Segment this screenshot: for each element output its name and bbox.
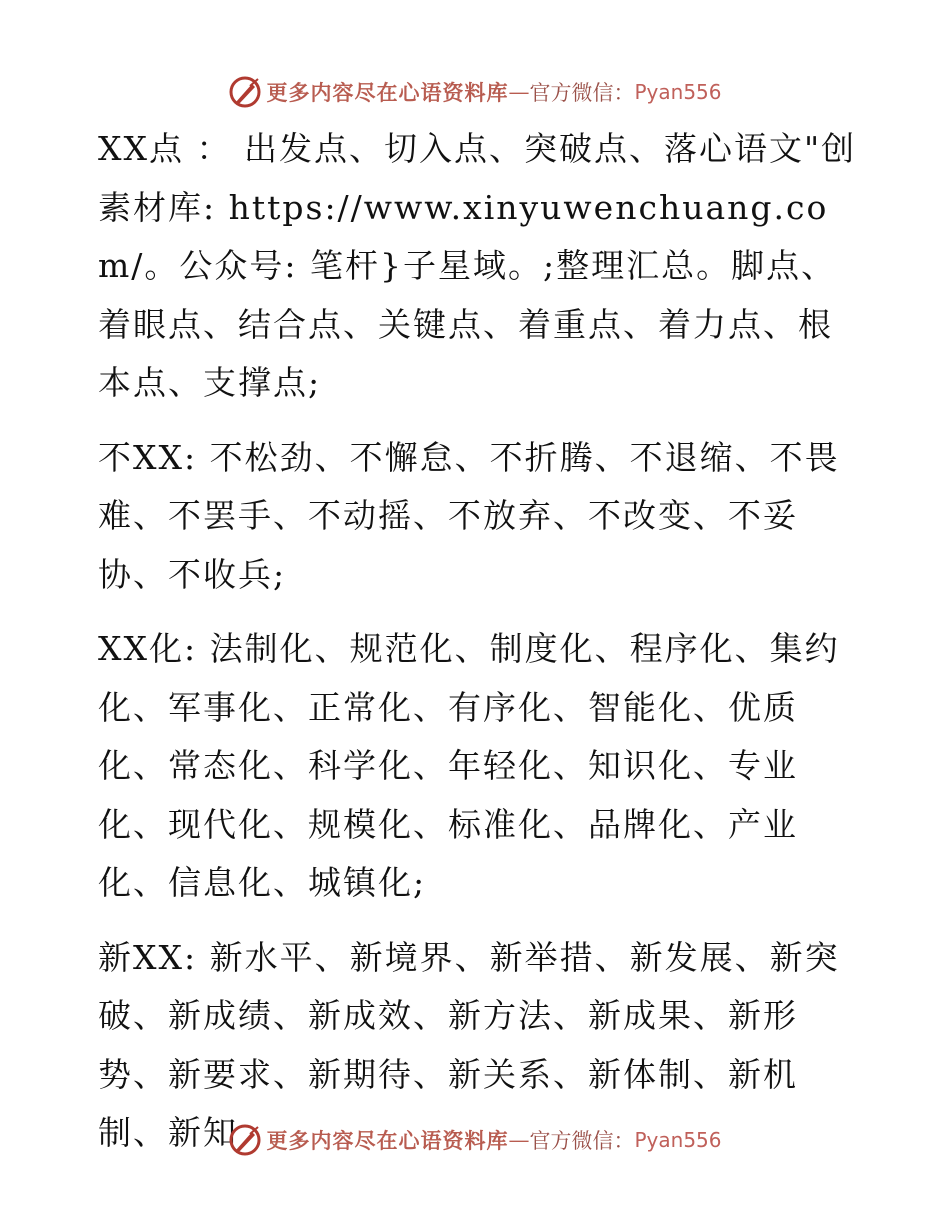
official-label: 官方微信： [529,81,635,105]
quill-pen-icon [228,75,262,109]
paragraph-xx-dian: XX点 ： 出发点、切入点、突破点、落心语文"创素材库: https://www.xinyuwenchuang.com/。公众号: 笔杆}子星域。;整理汇总。脚点、着眼点、结合点、关键点、着重点、着力点、根本点、支撑点; [98,129,857,402]
paragraph-xin-xx: 新XX: 新水平、新境界、新举措、新发展、新突破、新成绩、新成效、新方法、新成果、新形势、新要求、新期待、新关系、新体制、新机制、新知 [98,937,840,1152]
separator-dash: — [508,80,530,104]
brand-text: 更多内容尽在心语资料库 [266,80,509,105]
wechat-id: Pyan556 [634,1128,722,1152]
footer-watermark [0,1120,950,1160]
official-label: 官方微信： [529,1129,635,1153]
paragraph-bu-xx: 不XX: 不松劲、不懈怠、不折腾、不退缩、不畏难、不罢手、不动摇、不放弃、不改变、不妥协、不收兵; [98,437,840,594]
separator-dash: — [508,1128,530,1152]
quill-pen-icon [228,1123,262,1157]
brand-text: 更多内容尽在心语资料库 [266,1128,509,1153]
paragraph-xx-hua: XX化: 法制化、规范化、制度化、程序化、集约化、军事化、正常化、有序化、智能化、优质化、常态化、科学化、年轻化、知识化、专业化、现代化、规模化、标准化、品牌化、产业化、信息化、城镇化; [98,629,840,902]
wechat-id: Pyan556 [634,80,722,104]
header-watermark [0,72,950,112]
